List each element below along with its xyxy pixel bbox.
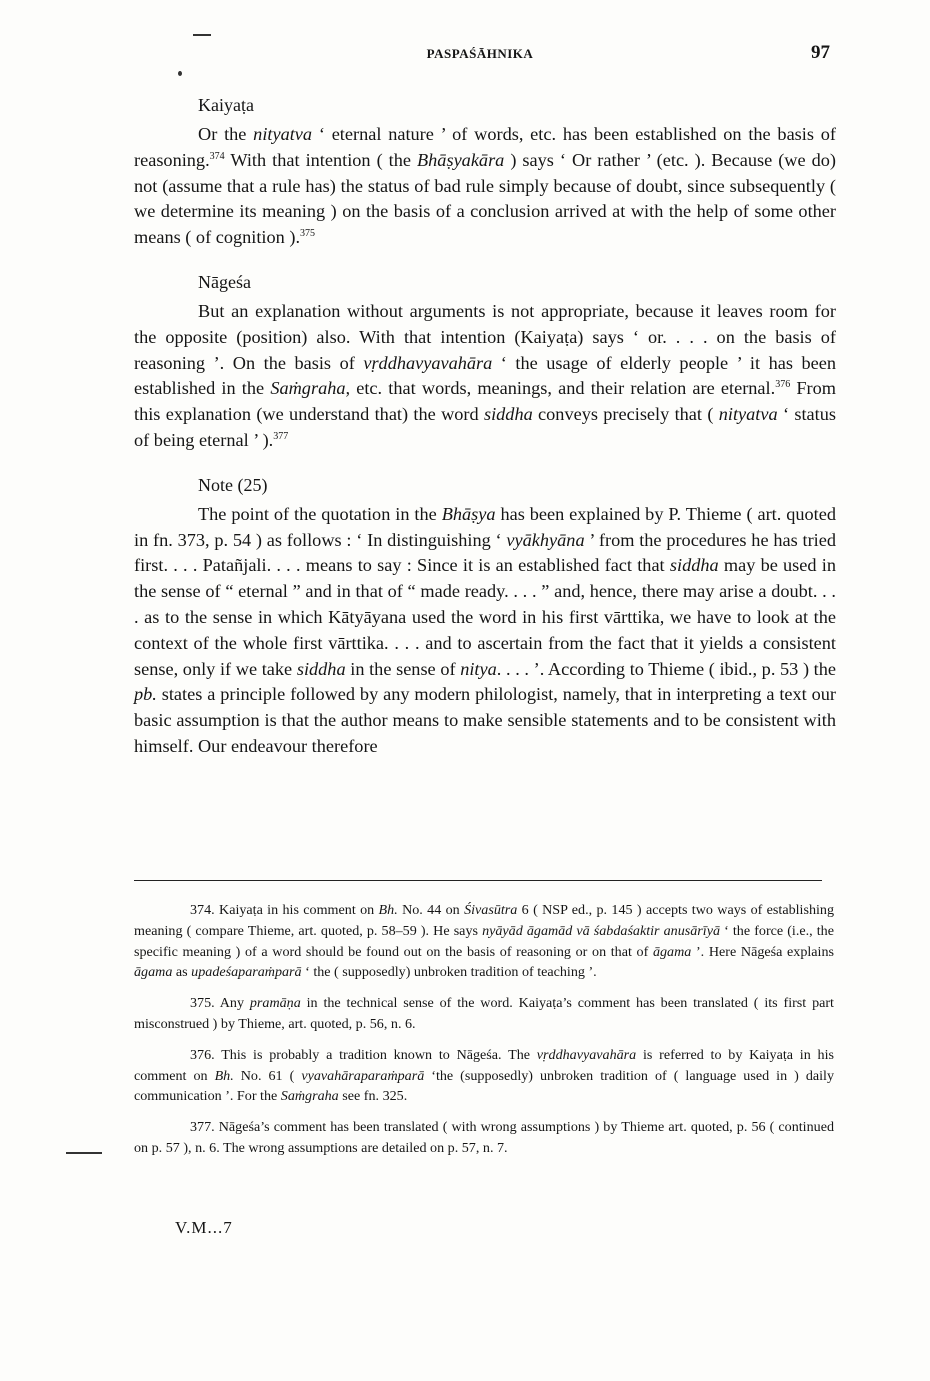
scan-dash (66, 1152, 102, 1154)
scan-speck (178, 71, 182, 76)
italic-term: āgama (134, 964, 173, 981)
italic-term: vṛddhavyavahāra (536, 1046, 637, 1063)
text-run: ’. Here Nāgeśa explains (691, 943, 834, 960)
footnote-ref: 377 (273, 430, 289, 442)
italic-term: vyavahāraparaṁparā (301, 1067, 425, 1084)
italic-term: nityatva (718, 404, 778, 425)
text-run: From this explanation (we understand that) the word (134, 378, 836, 425)
italic-term: āgama (652, 943, 692, 960)
footnote-ref: 375 (300, 228, 316, 240)
text-run: as (172, 964, 192, 981)
text-run: ‘ status of being eternal ’ ). (134, 404, 836, 450)
text-run: No. 61 ( (233, 1067, 302, 1084)
italic-term: nitya (460, 658, 497, 679)
footnote (134, 993, 834, 1035)
text-run: ‘ eternal nature ’ of words, etc. has been established on the basis of reasoning. (134, 124, 836, 170)
main-text (134, 92, 836, 760)
section-heading: Kaiyaṭa (198, 95, 254, 115)
text-run: 377. Nāgeśa’s comment has been translated ( with wrong assumptions ) by Thieme art. quoted, p. 56 ( continued on p. 57 ), n. 6. The wrong assumptions are detailed on p. 57, n. 7. (134, 1119, 834, 1156)
text-run: see fn. 325. (338, 1088, 408, 1105)
footnotes (134, 900, 834, 1169)
footnote-ref: 376 (775, 379, 791, 391)
text-run: . . . . ’. According to Thieme ( ibid., p. 53 ) the (496, 658, 837, 679)
italic-term: vyākhyāna (506, 529, 585, 550)
text-run: Or the (198, 124, 254, 144)
italic-term: siddha (483, 404, 533, 425)
text-run: The point of the quotation in the (198, 503, 442, 524)
text-run: 6 ( NSP ed., p. 145 ) accepts two ways of establishing meaning ( compare Thieme, art. quoted, p. 58–59 ). He says (134, 902, 835, 939)
text-run: ‘the (supposedly) unbroken tradition of ( language used in ) daily communication ’. For the (134, 1067, 835, 1105)
text-run: has been explained by P. Thieme ( art. quoted in fn. 373, p. 54 ) as follows : ‘ In distinguishing ‘ (134, 503, 837, 550)
running-head: PASPAŚĀHNIKA (426, 46, 534, 61)
italic-term: siddha (669, 555, 719, 576)
section-paragraph (134, 122, 836, 251)
text-run: ) says ‘ Or rather ’ (etc. ). Because (we do) not (assume that a rule has) the status of bad rule simply because of doubt, since subsequently ( we determine its meaning ) on the basis of a conclusion arrived at with the help of some other means ( of cognition ). (134, 149, 836, 248)
section-paragraph (134, 502, 836, 760)
text-run: 376. This is probably a tradition known to Nāgeśa. The (190, 1046, 537, 1063)
text-run: conveys precisely that ( (532, 404, 719, 425)
signature-mark: V.M...7 (175, 1218, 233, 1237)
text-run: 375. Any (190, 995, 250, 1012)
italic-term: Bh. (378, 902, 398, 918)
text-run: ‘ the ( supposedly) unbroken tradition of teaching ’. (301, 964, 597, 981)
italic-term: siddha (296, 658, 346, 679)
text-run: With that intention ( the (224, 149, 417, 170)
text-run: 374. Kaiyaṭa in his comment on (190, 902, 379, 918)
section-heading: Nāgeśa (198, 271, 251, 292)
italic-term: Śivasūtra (464, 902, 518, 918)
italic-term: nyāyād āgamād vā śabdaśaktir anusārīyā (482, 922, 721, 939)
text-run: But an explanation without arguments is not appropriate, because it leaves room for the opposite (position) also. With that intention (Kaiyaṭa) says ‘ or. . . . on the basis of reasoning ’. On the basis of (134, 300, 836, 373)
text-run: in the sense of (345, 658, 461, 679)
italic-term: nityatva (253, 124, 313, 144)
text-run: No. 44 on (397, 902, 465, 918)
italic-term: Bhāṣyakāra (417, 149, 505, 170)
text-run: ’ from the procedures he has tried first. . . . Patañjali. . . . means to say : Since it is an established fact that (134, 529, 836, 576)
text-run: is referred to by Kaiyaṭa in his comment on (134, 1046, 834, 1084)
scan-dash (193, 34, 211, 36)
footnote (134, 1117, 834, 1159)
text-run: ‘ the usage of elderly people ’ it has been established in the (134, 352, 837, 399)
text-run: ‘ the force (i.e., the specific meaning ) of a word should be found out on the basis of reasoning or on that of (134, 922, 834, 960)
page-header (130, 42, 830, 70)
italic-term: pramāṇa (249, 995, 301, 1012)
section-heading: Note (25) (198, 474, 268, 495)
footnote (134, 900, 834, 983)
italic-term: pb. (134, 684, 157, 705)
text-run: may be used in the sense of “ eternal ” and in that of “ made ready. . . . ” and, hence, there may arise a doubt. . . . as to the sense in which Kātyāyana used the word in his first vārttika, we have to look at the context of the whole first vārttika. . . . and to ascertain from the fact that it yields a consistent sense, only if we take (134, 555, 836, 679)
footnote-divider (134, 880, 822, 881)
italic-term: Saṁgraha (280, 1088, 339, 1105)
italic-term: vṛddhavyavahāra (363, 352, 493, 373)
footnote (134, 1045, 834, 1107)
italic-term: Bh. (214, 1067, 234, 1084)
page-number: 97 (811, 42, 830, 63)
section-paragraph (134, 299, 836, 454)
italic-term: Saṁgraha, (270, 378, 351, 399)
footnote-ref: 374 (209, 150, 225, 162)
text-run: etc. that words, meanings, and their relation are eternal. (350, 378, 776, 399)
italic-term: upadeśaparaṁparā (191, 964, 302, 981)
text-run: states a principle followed by any modern philologist, namely, that in interpreting a text our basic assumption is that the author means to make sensible statements and to be consistent with himself. Our endeavour therefore (134, 684, 836, 756)
italic-term: Bhāṣya (441, 503, 496, 524)
text-run: in the technical sense of the word. Kaiyaṭa’s comment has been translated ( its first part misconstrued ) by Thieme, art. quoted, p. 56, n. 6. (134, 995, 834, 1032)
